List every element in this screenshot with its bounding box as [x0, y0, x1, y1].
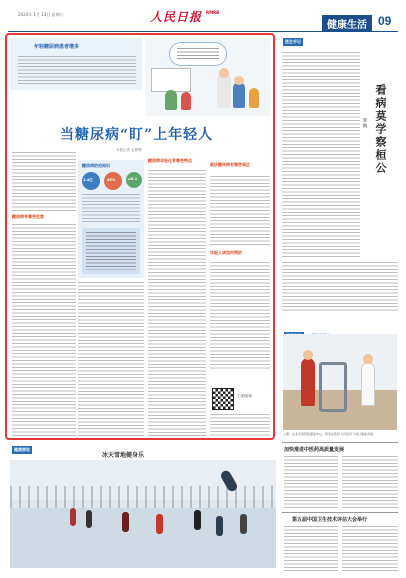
feature-col4-bottom: [210, 414, 270, 436]
news-body-1b: [342, 456, 398, 510]
page-number: 09: [378, 14, 392, 28]
section-title: 健康生活: [322, 15, 372, 32]
feature-col1-lead: [12, 152, 76, 212]
photo-patient: [301, 358, 315, 406]
feature-col1-body: [12, 224, 76, 436]
qr-code[interactable]: [212, 388, 234, 410]
skater-2: [86, 510, 92, 528]
bottom-column-tag: 健康图说: [14, 447, 30, 452]
skater-6: [216, 516, 223, 536]
subhead-2: 糖尿病年轻化有哪些特点: [148, 158, 192, 163]
photo-machine: [319, 362, 347, 412]
stat-value-2: 45%: [107, 178, 116, 182]
skater-5: [194, 510, 201, 530]
intro-text: [18, 56, 136, 86]
feature-intro: [10, 38, 142, 90]
feature-illustration: [145, 38, 271, 116]
vertical-title: 看病莫学察桓公: [374, 84, 387, 175]
news-rule: [282, 442, 398, 443]
news-body-2b: [342, 526, 398, 572]
masthead: [0, 0, 406, 30]
stat-value-3: ≥6.1: [128, 177, 138, 181]
photo-patient-head: [303, 350, 313, 360]
skater-4: [156, 514, 163, 534]
photo-nurse: [361, 362, 375, 406]
banner-text: [177, 48, 219, 60]
feature-col3-body: [148, 170, 206, 436]
photo-ice: [10, 508, 276, 568]
feature-headline: 当糖尿病“盯”上年轻人: [60, 127, 214, 143]
masthead-rule: [8, 31, 398, 32]
figure-person-3: [165, 90, 177, 110]
infographic: [78, 160, 144, 278]
logo-text: 人民日报: [150, 10, 203, 24]
board: [151, 68, 191, 92]
feature-col2-body: [78, 282, 144, 436]
news-headline-2: 第五届中国卫生技术评估大会举行: [292, 517, 368, 523]
figure-person-2: [233, 82, 245, 108]
news-headline-1: 加快推进中医药高质量发展: [284, 447, 345, 453]
news-body-2a: [284, 526, 338, 572]
feature-col4-top: [210, 176, 270, 246]
skater-7: [240, 514, 247, 534]
right-col-body-1: [282, 52, 360, 258]
skating-photo: [10, 460, 276, 568]
figure-head-1: [219, 68, 229, 78]
issue-date: 2024年 1月 13日 星期六: [18, 12, 64, 17]
photo-caption: 上图：在北京某医院康复中心，患者在医护人员指导下进行康复训练。: [283, 432, 377, 436]
feature-col4-mid: [210, 262, 270, 370]
infographic-text: [82, 194, 140, 224]
qr-caption: 扫码阅读: [238, 394, 252, 398]
skater-1: [70, 508, 76, 526]
infographic-title: 糖尿病防治知识: [82, 163, 110, 168]
logo: [150, 6, 202, 25]
bottom-photo-title: 冰天雪地健身乐: [102, 452, 145, 459]
subhead-3: 就诊糖尿病有哪些误区: [210, 162, 250, 167]
figure-person-5: [249, 88, 259, 108]
subhead-4: 年轻人该如何预防: [210, 250, 242, 255]
logo-roman: RMRB: [206, 10, 220, 15]
infographic-panel-text: [86, 232, 136, 270]
stat-value-1: 1.4亿: [83, 178, 93, 182]
figure-head-2: [234, 76, 244, 85]
figure-person-4: [181, 92, 191, 110]
news-body-1a: [284, 456, 338, 510]
skater-3: [122, 512, 129, 532]
vertical-author: 宋 凯: [363, 118, 368, 128]
right-column-tag: 医生手记: [285, 39, 301, 44]
rehab-photo: [283, 334, 397, 430]
right-col-body-2: [282, 262, 398, 312]
kicker: 年轻糖尿病患者增多: [34, 44, 80, 50]
news-rule-2: [282, 512, 398, 513]
subhead-1: 糖尿病有哪些危害: [12, 214, 44, 219]
feature-byline: 本报记者 孟繁博: [116, 148, 142, 152]
photo-nurse-head: [363, 354, 373, 364]
